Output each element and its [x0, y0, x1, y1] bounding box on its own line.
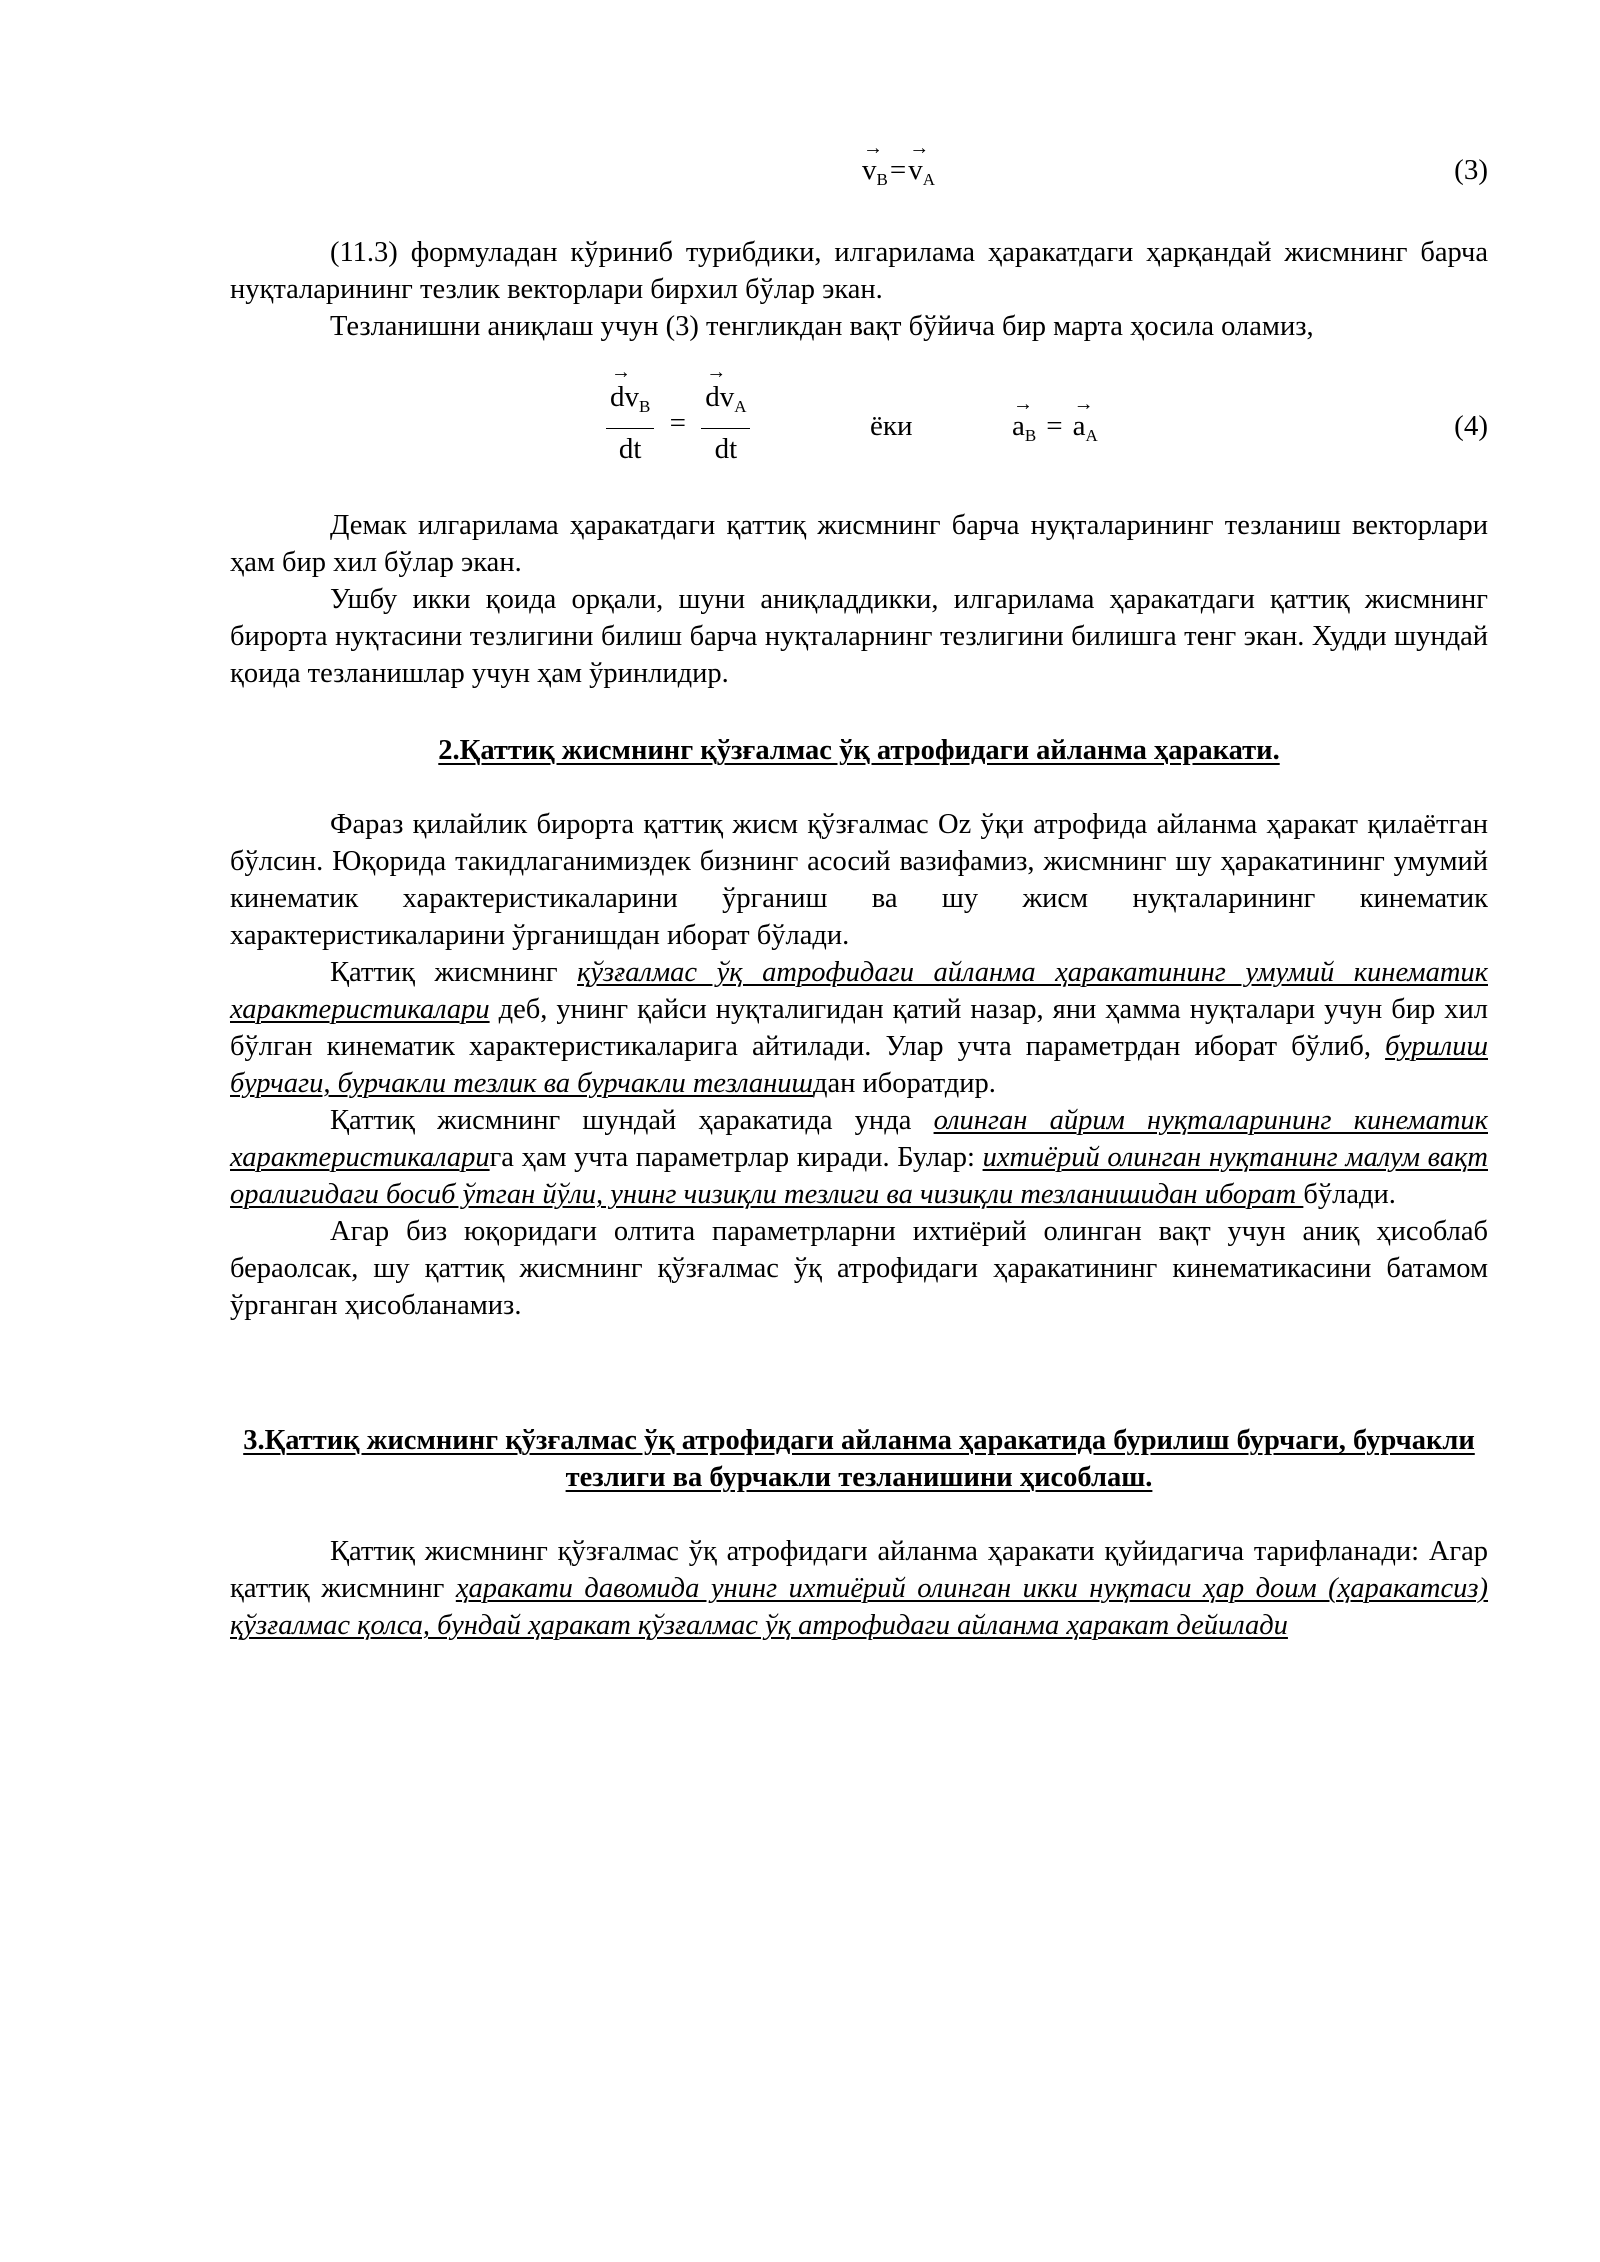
equals-sign: =: [889, 154, 907, 186]
paragraph-8: Агар биз юқоридаги олтита параметрларни ихтиёрий олинган вақт учун аниқ ҳисоблаб бераолсак, шу қаттиқ жисмнинг қўзғалмас ўқ атрофидаги ҳаракатининг кинематикасини батамом ўрганган ҳисобланамиз.: [230, 1216, 1488, 1321]
paragraph-6-text-2: деб, унинг қайси нуқталигидан қатий назар, яни ҳамма нуқталари учун бир хил бўлган кинематик характеристикаларига айтилади. Улар учта параметрдан иборат бўлиб,: [230, 994, 1488, 1062]
subscript-a: A: [1085, 426, 1098, 445]
symbol-dv: dv: [705, 381, 735, 413]
symbol-a: a: [1012, 410, 1025, 442]
equation-4: [606, 378, 750, 469]
velocity-vector-b: [610, 378, 639, 416]
symbol-dt: dt: [714, 433, 738, 465]
paragraph-6-text-3: дан иборатдир.: [813, 1068, 996, 1099]
paragraph-3: Демак илгарилама ҳаракатдаги қаттиқ жисмнинг барча нуқталарининг тезланиш векторлари ҳам бир хил бўлар экан.: [230, 510, 1488, 578]
section-heading-2: 2.Қаттиқ жисмнинг қўзғалмас ўқ атрофидаги айланма ҳаракати.: [438, 735, 1280, 766]
subscript-b: B: [1024, 426, 1037, 445]
subscript-a: A: [734, 397, 747, 416]
symbol-dt: dt: [618, 433, 642, 465]
symbol-v: v: [908, 154, 923, 186]
text-block-1: [230, 234, 1488, 345]
paragraph-2: Тезланишни аниқлаш учун (3) тенгликдан вақт бўйича бир марта ҳосила оламиз,: [330, 311, 1314, 342]
paragraph-9: [230, 1533, 1488, 1644]
equation-4-or: ёки: [870, 410, 913, 442]
paragraph-6-emphasis-1: қўзғалмас ўқ атрофидаги айланма ҳаракатининг умумий кинематик характеристикалари: [230, 957, 1488, 1025]
paragraph-6-text-1: Қаттиқ жисмнинг: [330, 957, 578, 988]
fraction-dva-dt: [701, 378, 750, 469]
text-block-3: [230, 806, 1488, 1324]
paragraph-7-emphasis-2: ихтиёрий олинган нуқтанинг малум вақт оралигидаги босиб ўтган йўли, унинг чизиқли тезлиги ва чизиқли тезланишидан иборат: [230, 1142, 1488, 1210]
symbol-dv: dv: [610, 381, 639, 413]
subscript-b: B: [639, 397, 651, 416]
equation-4-number: (4): [1454, 410, 1488, 442]
paragraph-7-text-3: бўлади.: [1303, 1179, 1396, 1210]
velocity-vector-a: [908, 154, 923, 187]
paragraph-7-text-2: га ҳам учта параметрлар киради. Булар:: [489, 1142, 983, 1173]
section-heading-3: 3.Қаттиқ жисмнинг қўзғалмас ўқ атрофидаги айланма ҳаракатида бурилиш бурчаги, бурчакли тезлиги ва бурчакли тезланишини ҳисоблаш.: [243, 1425, 1475, 1493]
paragraph-9-text-1: Қаттиқ жисмнинг қўзғалмас ўқ атрофидаги айланма ҳаракати қуйидагича тарифланади: Агар қаттиқ жисмнинг: [230, 1536, 1488, 1604]
fraction-dvb-dt: [606, 378, 654, 469]
velocity-vector-a: [705, 378, 734, 416]
subscript-b: B: [876, 170, 888, 189]
paragraph-7-text-1: Қаттиқ жисмнинг шундай ҳаракатида унда: [330, 1105, 934, 1136]
paragraph-7: [230, 1102, 1488, 1213]
equals-sign: =: [669, 407, 686, 439]
paragraph-4: Ушбу икки қоида орқали, шуни аниқладдикки, илгарилама ҳаракатдаги қаттиқ жисмнинг бирорта нуқтасини тезлигини билиш барча нуқталарнинг тезлигини билишга тенг экан. Худди шундай қоида тезланишлар учун ҳам ўринлидир.: [230, 584, 1488, 689]
symbol-v: v: [862, 154, 877, 186]
velocity-vector-b: [862, 154, 877, 187]
paragraph-1: (11.3) формуладан кўриниб турибдики, илгарилама ҳаракатдаги ҳарқандай жисмнинг барча нуқталарининг тезлик векторлари бирхил бўлар экан.: [230, 237, 1488, 305]
equals-sign: =: [1046, 410, 1063, 442]
paragraph-5: Фараз қилайлик бирорта қаттиқ жисм қўзғалмас Oz ўқи атрофида айланма ҳаракат қилаётган бўлсин. Юқорида такидлаганимиздек бизнинг асосий вазифамиз, жисмнинг шу ҳаракатининг умумий кинематик характеристикаларини ўрганиш ва шу жисм нуқталарининг кинематик характеристикаларини ўрганишдан иборат бўлади.: [230, 809, 1488, 951]
symbol-a: a: [1072, 410, 1086, 442]
acceleration-vector-b: [1012, 410, 1025, 443]
subscript-a: A: [922, 170, 935, 189]
equation-3-number: (3): [1454, 154, 1488, 186]
equation-4-acceleration: [1012, 410, 1098, 446]
paragraph-7-emphasis-1: олинган айрим нуқталарининг кинематик характеристикалари: [230, 1105, 1488, 1173]
paragraph-6: [230, 954, 1488, 1102]
acceleration-vector-a: [1073, 410, 1086, 443]
text-block-4: [230, 1533, 1488, 1644]
paragraph-9-emphasis-1: ҳаракати давомида унинг ихтиёрий олинган икки нуқтаси ҳар доим (ҳаракатсиз) қўзғалмас қолса, бундай ҳаракат қўзғалмас ўқ атрофидаги айланма ҳаракат дейилади: [230, 1573, 1489, 1641]
paragraph-6-emphasis-2: бурилиш бурчаги, бурчакли тезлик ва бурчакли тезланиш: [230, 1031, 1488, 1099]
equation-3: [862, 154, 935, 190]
text-block-2: [230, 507, 1488, 692]
